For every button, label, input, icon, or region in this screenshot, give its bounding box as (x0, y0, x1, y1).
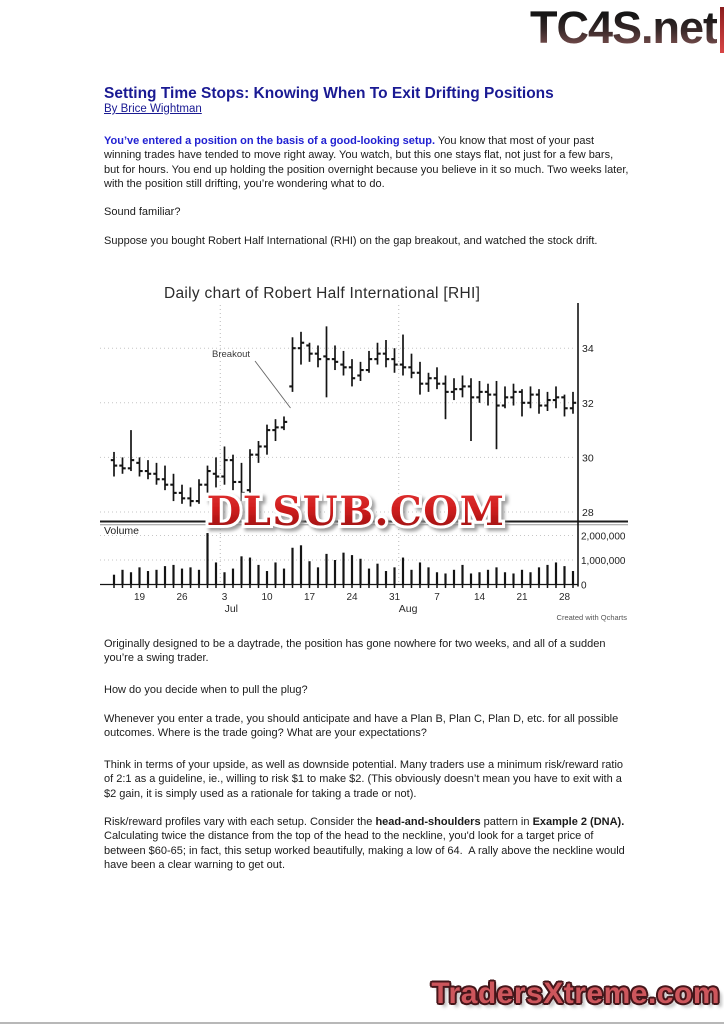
breakout-annotation-line (255, 361, 291, 408)
red-edge-mark (720, 7, 724, 53)
paragraph-intro: You’ve entered a position on the basis of a good-looking setup. You know that most of your past winning trades have tended to move right away. You watch, but this one stays flat, not just for a few bars, but for hours. You end up holding the position overnight because you believe in it so much. Two weeks later, with the position still drifting, you’re wondering what to do. (104, 135, 632, 191)
volume-pane-label: Volume (104, 525, 140, 537)
site-logo-tradersxtreme[interactable]: TradersXtreme.com (431, 977, 720, 1010)
paragraph-sound-familiar: Sound familiar? (104, 206, 181, 218)
x-tick-label: 26 (176, 592, 188, 603)
paragraph-daytrade: Originally designed to be a daytrade, the position has gone nowhere for two weeks, and all of a sudden you’re a swing trader. (104, 638, 609, 665)
x-tick-label: 3 (221, 592, 228, 603)
chart-title: Daily chart of Robert Half International [RHI] (164, 285, 481, 302)
volume-axis-label: 0 (581, 580, 587, 592)
article-title: Setting Time Stops: Knowing When To Exit Drifting Positions (104, 85, 554, 102)
price-axis-label: 28 (582, 507, 594, 519)
paragraph-suppose: Suppose you bought Robert Half International (RHI) on the gap breakout, and watched the stock drift. (104, 235, 598, 247)
month-label: Aug (398, 603, 418, 615)
x-tick-label: 21 (516, 592, 528, 603)
x-tick-label: 24 (346, 592, 358, 603)
x-tick-label: 31 (388, 592, 401, 603)
paragraph-risk-reward: Think in terms of your upside, as well as downside potential. Many traders use a minimum risk/reward ratio of 2:1 as a guideline, ie., willing to risk $1 to make $2. (This obviously doesn’t mean you have to exit with a $2 gain, it is simply used as a rationale for taking a trade or not). (104, 759, 627, 800)
price-axis-label: 34 (582, 343, 594, 356)
paragraph-plan-b: Whenever you enter a trade, you should anticipate and have a Plan B, Plan C, Plan D, etc. for all possible outcomes. Where is the trade going? What are your expectations? (104, 713, 622, 740)
paragraph-head-shoulders: Risk/reward profiles vary with each setup. Consider the head-and-shoulders pattern in Example 2 (DNA). Calculating twice the distance from the top of the head to the neckline, you'd look for a target price of between $60-65; in fact, this setup worked beautifully, making a low of 64. A rally above the neckline would have been a clear warning to get out. (104, 816, 628, 872)
x-tick-label: 28 (558, 592, 571, 603)
breakout-annotation-label: Breakout (212, 349, 251, 360)
byline-link[interactable]: By Brice Wightman (104, 103, 202, 115)
x-tick-label: 17 (303, 592, 316, 603)
site-logo-tc4s[interactable]: TC4S.net (529, 2, 717, 53)
chart-credit: Created with Qcharts (556, 613, 627, 622)
price-axis-label: 32 (582, 397, 594, 410)
price-axis-label: 30 (582, 452, 594, 465)
x-tick-label: 14 (473, 592, 486, 603)
x-tick-label: 7 (434, 592, 440, 603)
x-tick-label: 19 (133, 592, 146, 603)
volume-axis-label: 1,000,000 (581, 556, 626, 567)
chart-svg (96, 281, 636, 627)
x-tick-label: 10 (261, 592, 273, 603)
price-volume-chart (96, 281, 636, 627)
paragraph-pull-plug: How do you decide when to pull the plug? (104, 684, 308, 696)
volume-axis-label: 2,000,000 (581, 531, 626, 543)
watermark-dlsub: DLSUB.COM (206, 488, 506, 535)
month-label: Jul (224, 603, 239, 615)
